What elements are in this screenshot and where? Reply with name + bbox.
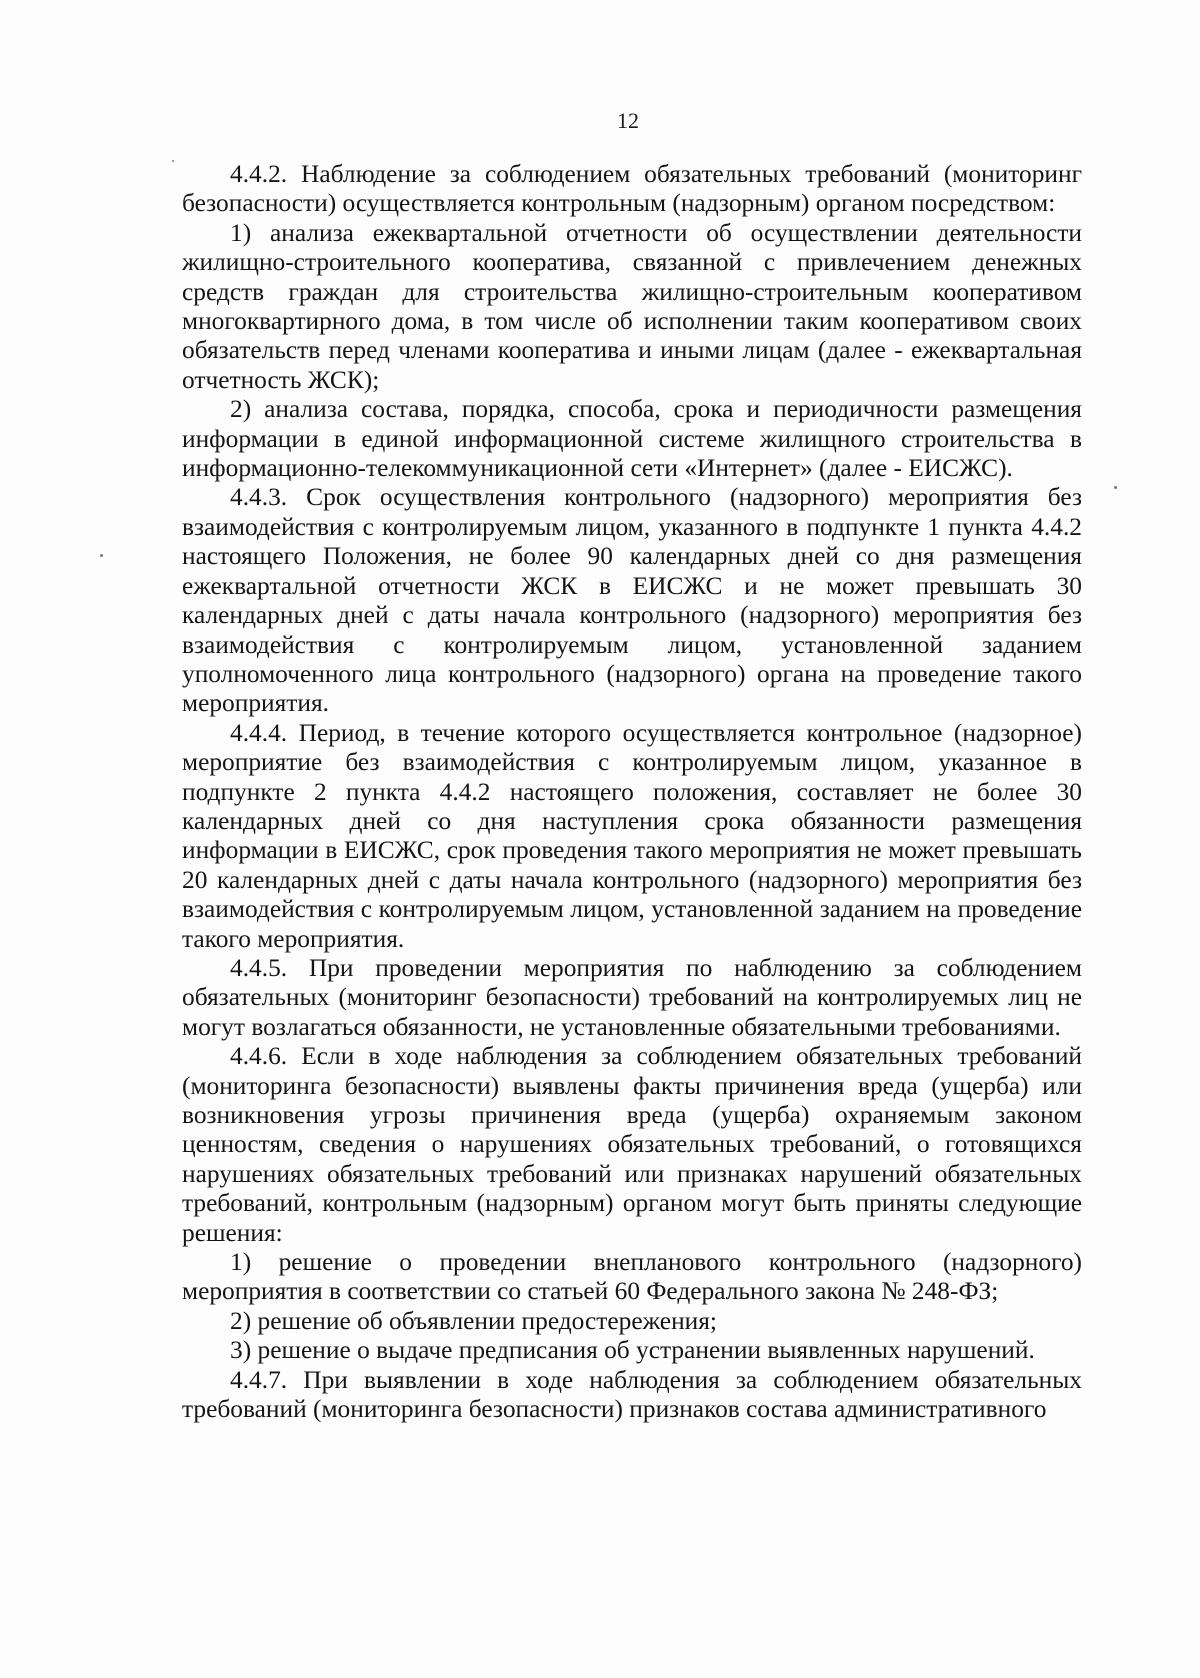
paragraph-item-1: 1) анализа ежеквартальной отчетности об осуществлении деятельности жилищно-строительного кооператива, связанной с привлечением денежных средств граждан для строительства жилищно-строительным кооперативом многоквартирного дома, в том числе об исполнении таким кооперативом своих обязательств перед членами кооператива и иными лицам (далее - ежеквартальная отчетность ЖСК); — [182, 218, 1082, 394]
page-number: 12 — [617, 108, 639, 133]
scan-speck — [100, 554, 103, 557]
document-body — [182, 160, 1082, 1424]
paragraph-4-4-3: 4.4.3. Срок осуществления контрольного (надзорного) мероприятия без взаимодействия с контролируемым лицом, указанного в подпункте 1 пункта 4.4.2 настоящего Положения, не более 90 календарных дней со дня размещения ежеквартальной отчетности ЖСК в ЕИСЖС и не может превышать 30 календарных дней с даты начала контрольного (надзорного) мероприятия без взаимодействия с контролируемым лицом, установленной заданием уполномоченного лица контрольного (надзорного) органа на проведение такого мероприятия. — [182, 483, 1082, 718]
paragraph-4-4-5: 4.4.5. При проведении мероприятия по наблюдению за соблюдением обязательных (мониторинг безопасности) требований на контролируемых лиц не могут возлагаться обязанности, не установленные обязательными требованиями. — [182, 953, 1082, 1041]
paragraph-4-4-7: 4.4.7. При выявлении в ходе наблюдения за соблюдением обязательных требований (мониторинга безопасности) признаков состава административного — [182, 1365, 1082, 1424]
paragraph-4-4-2: 4.4.2. Наблюдение за соблюдением обязательных требований (мониторинг безопасности) осуществляется контрольным (надзорным) органом посредством: — [182, 160, 1082, 218]
paragraph-4-4-6: 4.4.6. Если в ходе наблюдения за соблюдением обязательных требований (мониторинга безопасности) выявлены факты причинения вреда (ущерба) или возникновения угрозы причинения вреда (ущерба) охраняемым законом ценностям, сведения о нарушениях обязательных требований, о готовящихся нарушениях обязательных требований или признаках нарушений обязательных требований, контрольным (надзорным) органом могут быть приняты следующие решения: — [182, 1042, 1082, 1247]
scan-speck — [1114, 486, 1117, 489]
paragraph-decision-1: 1) решение о проведении внепланового контрольного (надзорного) мероприятия в соответствии со статьей 60 Федерального закона № 248-ФЗ; — [182, 1248, 1082, 1306]
paragraph-4-4-4: 4.4.4. Период, в течение которого осуществляется контрольное (надзорное) мероприятие без взаимодействия с контролируемым лицом, указанное в подпункте 2 пункта 4.4.2 настоящего положения, составляет не более 30 календарных дней со дня наступления срока обязанности размещения информации в ЕИСЖС, срок проведения такого мероприятия не может превышать 20 календарных дней с даты начала контрольного (надзорного) мероприятия без взаимодействия с контролируемым лицом, установленной заданием на проведение такого мероприятия. — [182, 718, 1082, 953]
paragraph-decision-2: 2) решение об объявлении предостережения; — [230, 1306, 717, 1335]
paragraph-decision-3: 3) решение о выдаче предписания об устранении выявленных нарушений. — [230, 1336, 1035, 1365]
paragraph-item-2: 2) анализа состава, порядка, способа, срока и периодичности размещения информации в единой информационной системе жилищного строительства в информационно-телекоммуникационной сети «Интернет» (далее - ЕИСЖС). — [182, 395, 1082, 483]
scan-speck — [172, 160, 174, 162]
